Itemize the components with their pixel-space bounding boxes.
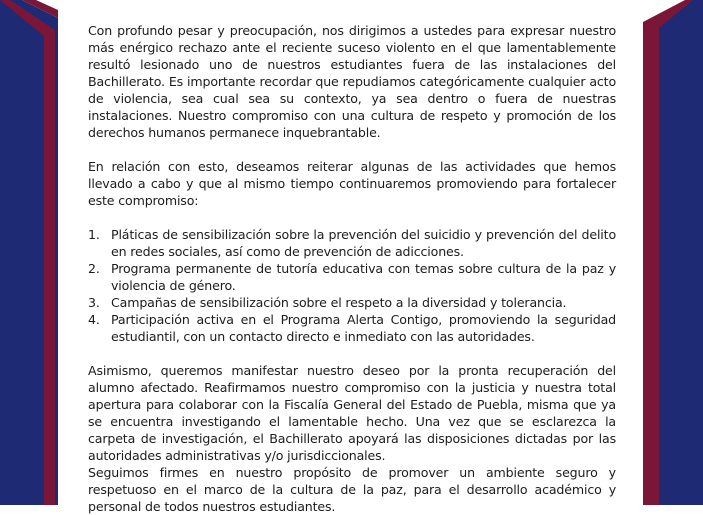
right-navy-band: [659, 0, 703, 505]
list-item: [88, 294, 616, 311]
paragraph-activities-intro: En relación con esto, deseamos reiterar algunas de las actividades que hemos llevado a cabo y que al mismo tiempo continuaremos promoviendo para fortalecer este compromiso:: [88, 159, 616, 208]
paragraph-gap: [88, 141, 616, 158]
list-item: [88, 260, 616, 294]
list-item-text: Pláticas de sensibilización sobre la prevención del suicidio y prevención del delito en redes sociales, así como de prevención de adicciones.: [111, 227, 616, 259]
list-item-number: 3.: [88, 295, 100, 310]
list-item: [88, 311, 616, 345]
paragraph-gap: [88, 345, 616, 362]
right-border-decoration: [637, 0, 703, 505]
right-border-stripes: [637, 0, 703, 505]
paragraph-condemnation: Con profundo pesar y preocupación, nos dirigimos a ustedes para expresar nuestro más enérgico rechazo ante el reciente suceso violento en el que lamentablemente resultó lesionado uno de nuestros estudiantes fuera de las instalaciones del Bachillerato. Es importante recordar que repudiamos categóricamente cualquier acto de violencia, sea cual sea su contexto, ya sea dentro o fuera de nuestras instalaciones. Nuestro compromiso con una cultura de respeto y promoción de los derechos humanos permanece inquebrantable.: [88, 23, 616, 140]
list-item-number: 1.: [88, 227, 100, 242]
letter-body: [88, 22, 616, 515]
left-border-stripes: [0, 0, 60, 505]
paragraph-recovery-justice: Asimismo, queremos manifestar nuestro deseo por la pronta recuperación del alumno afectado. Reafirmamos nuestro compromiso con la justicia y nuestra total apertura para colaborar con la Fiscalía General del Estado de Puebla, misma que ya se encuentra investigando el lamentable hecho. Una vez que se esclarezca la carpeta de investigación, el Bachillerato apoyará las disposiciones dictadas por las autoridades administrativas y/o jurisdiccionales.: [88, 363, 616, 463]
list-item-text: Participación activa en el Programa Alerta Contigo, promoviendo la seguridad estudiantil, con un contacto directo e inmediato con las autoridades.: [111, 312, 616, 344]
paragraph-closing: Seguimos firmes en nuestro propósito de promover un ambiente seguro y respetuoso en el marco de la cultura de la paz, para el desarrollo académico y personal de todos nuestros estudiantes.: [88, 465, 616, 514]
left-border-decoration: [0, 0, 60, 505]
list-item-number: 2.: [88, 261, 100, 276]
list-item-number: 4.: [88, 312, 100, 327]
list-item-text: Campañas de sensibilización sobre el respeto a la diversidad y tolerancia.: [111, 295, 567, 310]
list-item: [88, 226, 616, 260]
paragraph-gap: [88, 209, 616, 226]
activities-list: [88, 226, 616, 345]
list-item-text: Programa permanente de tutoría educativa con temas sobre cultura de la paz y violencia de género.: [111, 261, 616, 293]
